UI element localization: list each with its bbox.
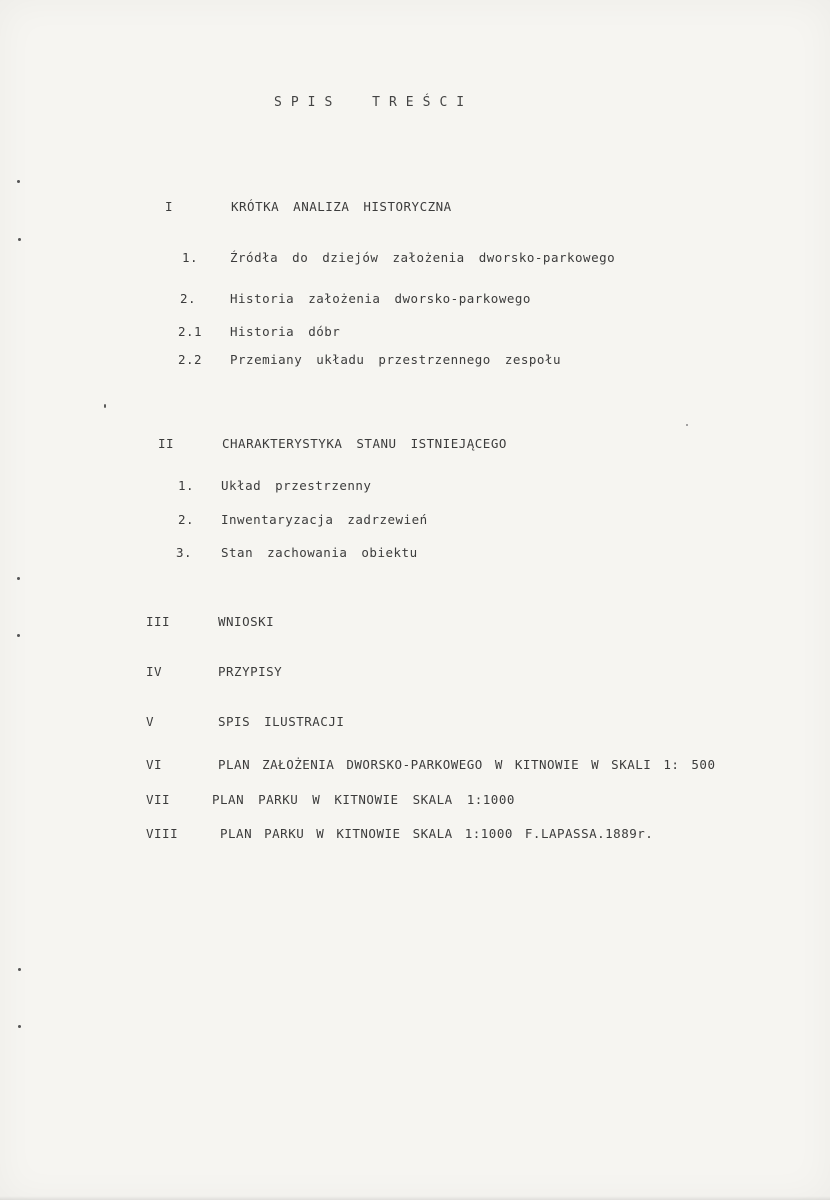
item-number: 2.2	[178, 352, 203, 367]
section-number: IV	[146, 664, 163, 679]
item-number: 1.	[182, 250, 199, 265]
item-title: Historia dóbr	[230, 324, 341, 339]
item-title: Inwentaryzacja zadrzewień	[221, 512, 428, 527]
scan-speck	[18, 238, 21, 241]
item-title: Historia założenia dworsko-parkowego	[230, 291, 531, 306]
item-title: Układ przestrzenny	[221, 478, 372, 493]
scan-speck	[18, 1025, 21, 1028]
section-title: PLAN PARKU W KITNOWIE SKALA 1:1000 F.LAPASSA.1889r.	[220, 826, 654, 841]
scan-edge	[0, 1196, 830, 1200]
item-number: 1.	[178, 478, 195, 493]
section-number: II	[158, 436, 175, 451]
section-number: VI	[146, 757, 163, 772]
section-title: CHARAKTERYSTYKA STANU ISTNIEJĄCEGO	[222, 436, 507, 451]
item-title: Stan zachowania obiektu	[221, 545, 418, 560]
page-title: SPIS TREŚCI	[274, 95, 474, 110]
item-number: 2.	[178, 512, 195, 527]
item-number: 2.	[180, 291, 197, 306]
item-number: 3.	[176, 545, 193, 560]
section-title: KRÓTKA ANALIZA HISTORYCZNA	[231, 199, 452, 214]
scan-speck	[686, 424, 688, 426]
section-title: WNIOSKI	[218, 614, 275, 629]
scan-speck	[17, 634, 20, 637]
section-title: SPIS ILUSTRACJI	[218, 714, 345, 729]
item-title: Źródła do dziejów założenia dworsko-parkowego	[230, 250, 616, 265]
section-number: I	[165, 199, 174, 214]
section-number: III	[146, 614, 171, 629]
scan-speck	[17, 180, 20, 183]
scan-speck	[104, 404, 106, 408]
section-title: PRZYPISY	[218, 664, 283, 679]
scan-speck	[18, 968, 21, 971]
item-number: 2.1	[178, 324, 203, 339]
section-number: V	[146, 714, 155, 729]
section-title: PLAN ZAŁOŻENIA DWORSKO-PARKOWEGO W KITNOWIE W SKALI 1: 500	[218, 757, 716, 772]
scan-speck	[17, 577, 20, 580]
section-title: PLAN PARKU W KITNOWIE SKALA 1:1000	[212, 792, 515, 807]
item-title: Przemiany układu przestrzennego zespołu	[230, 352, 561, 367]
section-number: VII	[146, 792, 171, 807]
section-number: VIII	[146, 826, 179, 841]
